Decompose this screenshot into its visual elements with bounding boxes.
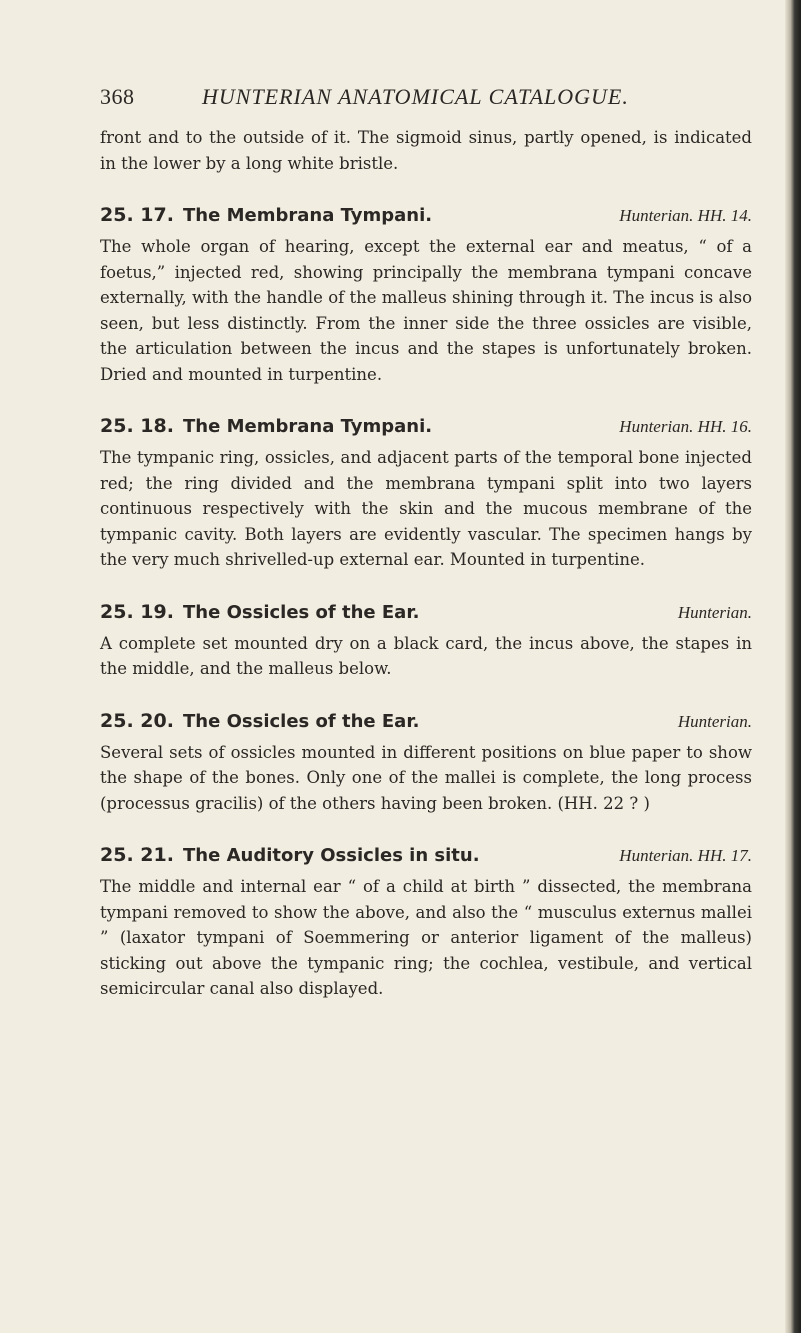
entry-title: The Ossicles of the Ear.	[183, 601, 420, 623]
intro-paragraph: front and to the outside of it. The sigmoid sinus, partly opened, is indicated in the lower by a long white bristle.	[100, 128, 752, 173]
entry-heading	[100, 204, 752, 234]
entry-description: The whole organ of hearing, except the external ear and meatus, “ of a foetus,” injected red, showing principally the membrana tympani concave externally, with the handle of the malleus shining through it. The incus is also seen, but less distinctly. From the inner side the three ossicles are visible, the articulation between the incus and the stapes is unfortunately broken. Dried and mounted in turpentine.	[100, 237, 752, 384]
running-title: HUNTERIAN ANATOMICAL CATALOGUE.	[202, 84, 629, 109]
entry-number: 25. 17.	[100, 204, 174, 226]
entry-title: The Ossicles of the Ear.	[183, 710, 420, 732]
entry-source: Hunterian. HH. 16.	[619, 417, 752, 436]
entry-title: The Membrana Tympani.	[183, 416, 433, 437]
entry-source: Hunterian. HH. 14.	[619, 206, 752, 225]
entry-heading	[100, 415, 752, 445]
entry-number: 25. 19.	[100, 600, 174, 623]
catalogue-entry-25-20	[100, 710, 752, 817]
entry-title: The Auditory Ossicles in situ.	[183, 845, 480, 866]
entry-heading	[100, 844, 752, 874]
entry-description: The tympanic ring, ossicles, and adjacent parts of the temporal bone injected red; the ring divided and the membrana tympani split into two layers continuous respectively with the skin and the mucous membrane of the tympanic cavity. Both layers are evidently vascular. The specimen hangs by the very much shrivelled-up external ear. Mounted in turpentine.	[100, 448, 752, 569]
catalogue-entry-25-19	[100, 601, 752, 682]
entry-description: Several sets of ossicles mounted in different positions on blue paper to show the shape of the bones. Only one of the mallei is complete, the long process (processus gracilis) of the others having been broken. (HH. 22 ? )	[100, 742, 752, 813]
catalogue-entry-25-21	[100, 844, 752, 1002]
page-edge-shadow	[785, 0, 801, 1333]
entry-source: Hunterian. HH. 17.	[619, 846, 752, 865]
entry-description: The middle and internal ear “ of a child at birth ” dissected, the membrana tympani removed to show the above, and also the “ musculus externus mallei ” (laxator tympani of Soemmering or anterior ligament of the malleus) sticking out above the tympanic ring; the cochlea, vestibule, and vertical semicircular canal also displayed.	[100, 877, 752, 998]
entry-number: 25. 20.	[100, 709, 174, 732]
entry-number: 25. 21.	[100, 844, 174, 866]
entry-title: The Membrana Tympani.	[183, 205, 433, 226]
catalogue-entry-25-18	[100, 415, 752, 573]
entry-heading	[100, 601, 752, 631]
page-header	[100, 84, 700, 114]
entry-heading	[100, 710, 752, 740]
entry-source: Hunterian.	[677, 711, 752, 731]
entry-description: A complete set mounted dry on a black card, the incus above, the stapes in the middle, and the malleus below.	[100, 633, 752, 678]
entry-source: Hunterian.	[677, 602, 752, 622]
page-body	[100, 125, 752, 1002]
catalogue-entry-25-17	[100, 204, 752, 387]
entry-number: 25. 18.	[100, 415, 174, 437]
page-number: 368	[100, 84, 135, 109]
